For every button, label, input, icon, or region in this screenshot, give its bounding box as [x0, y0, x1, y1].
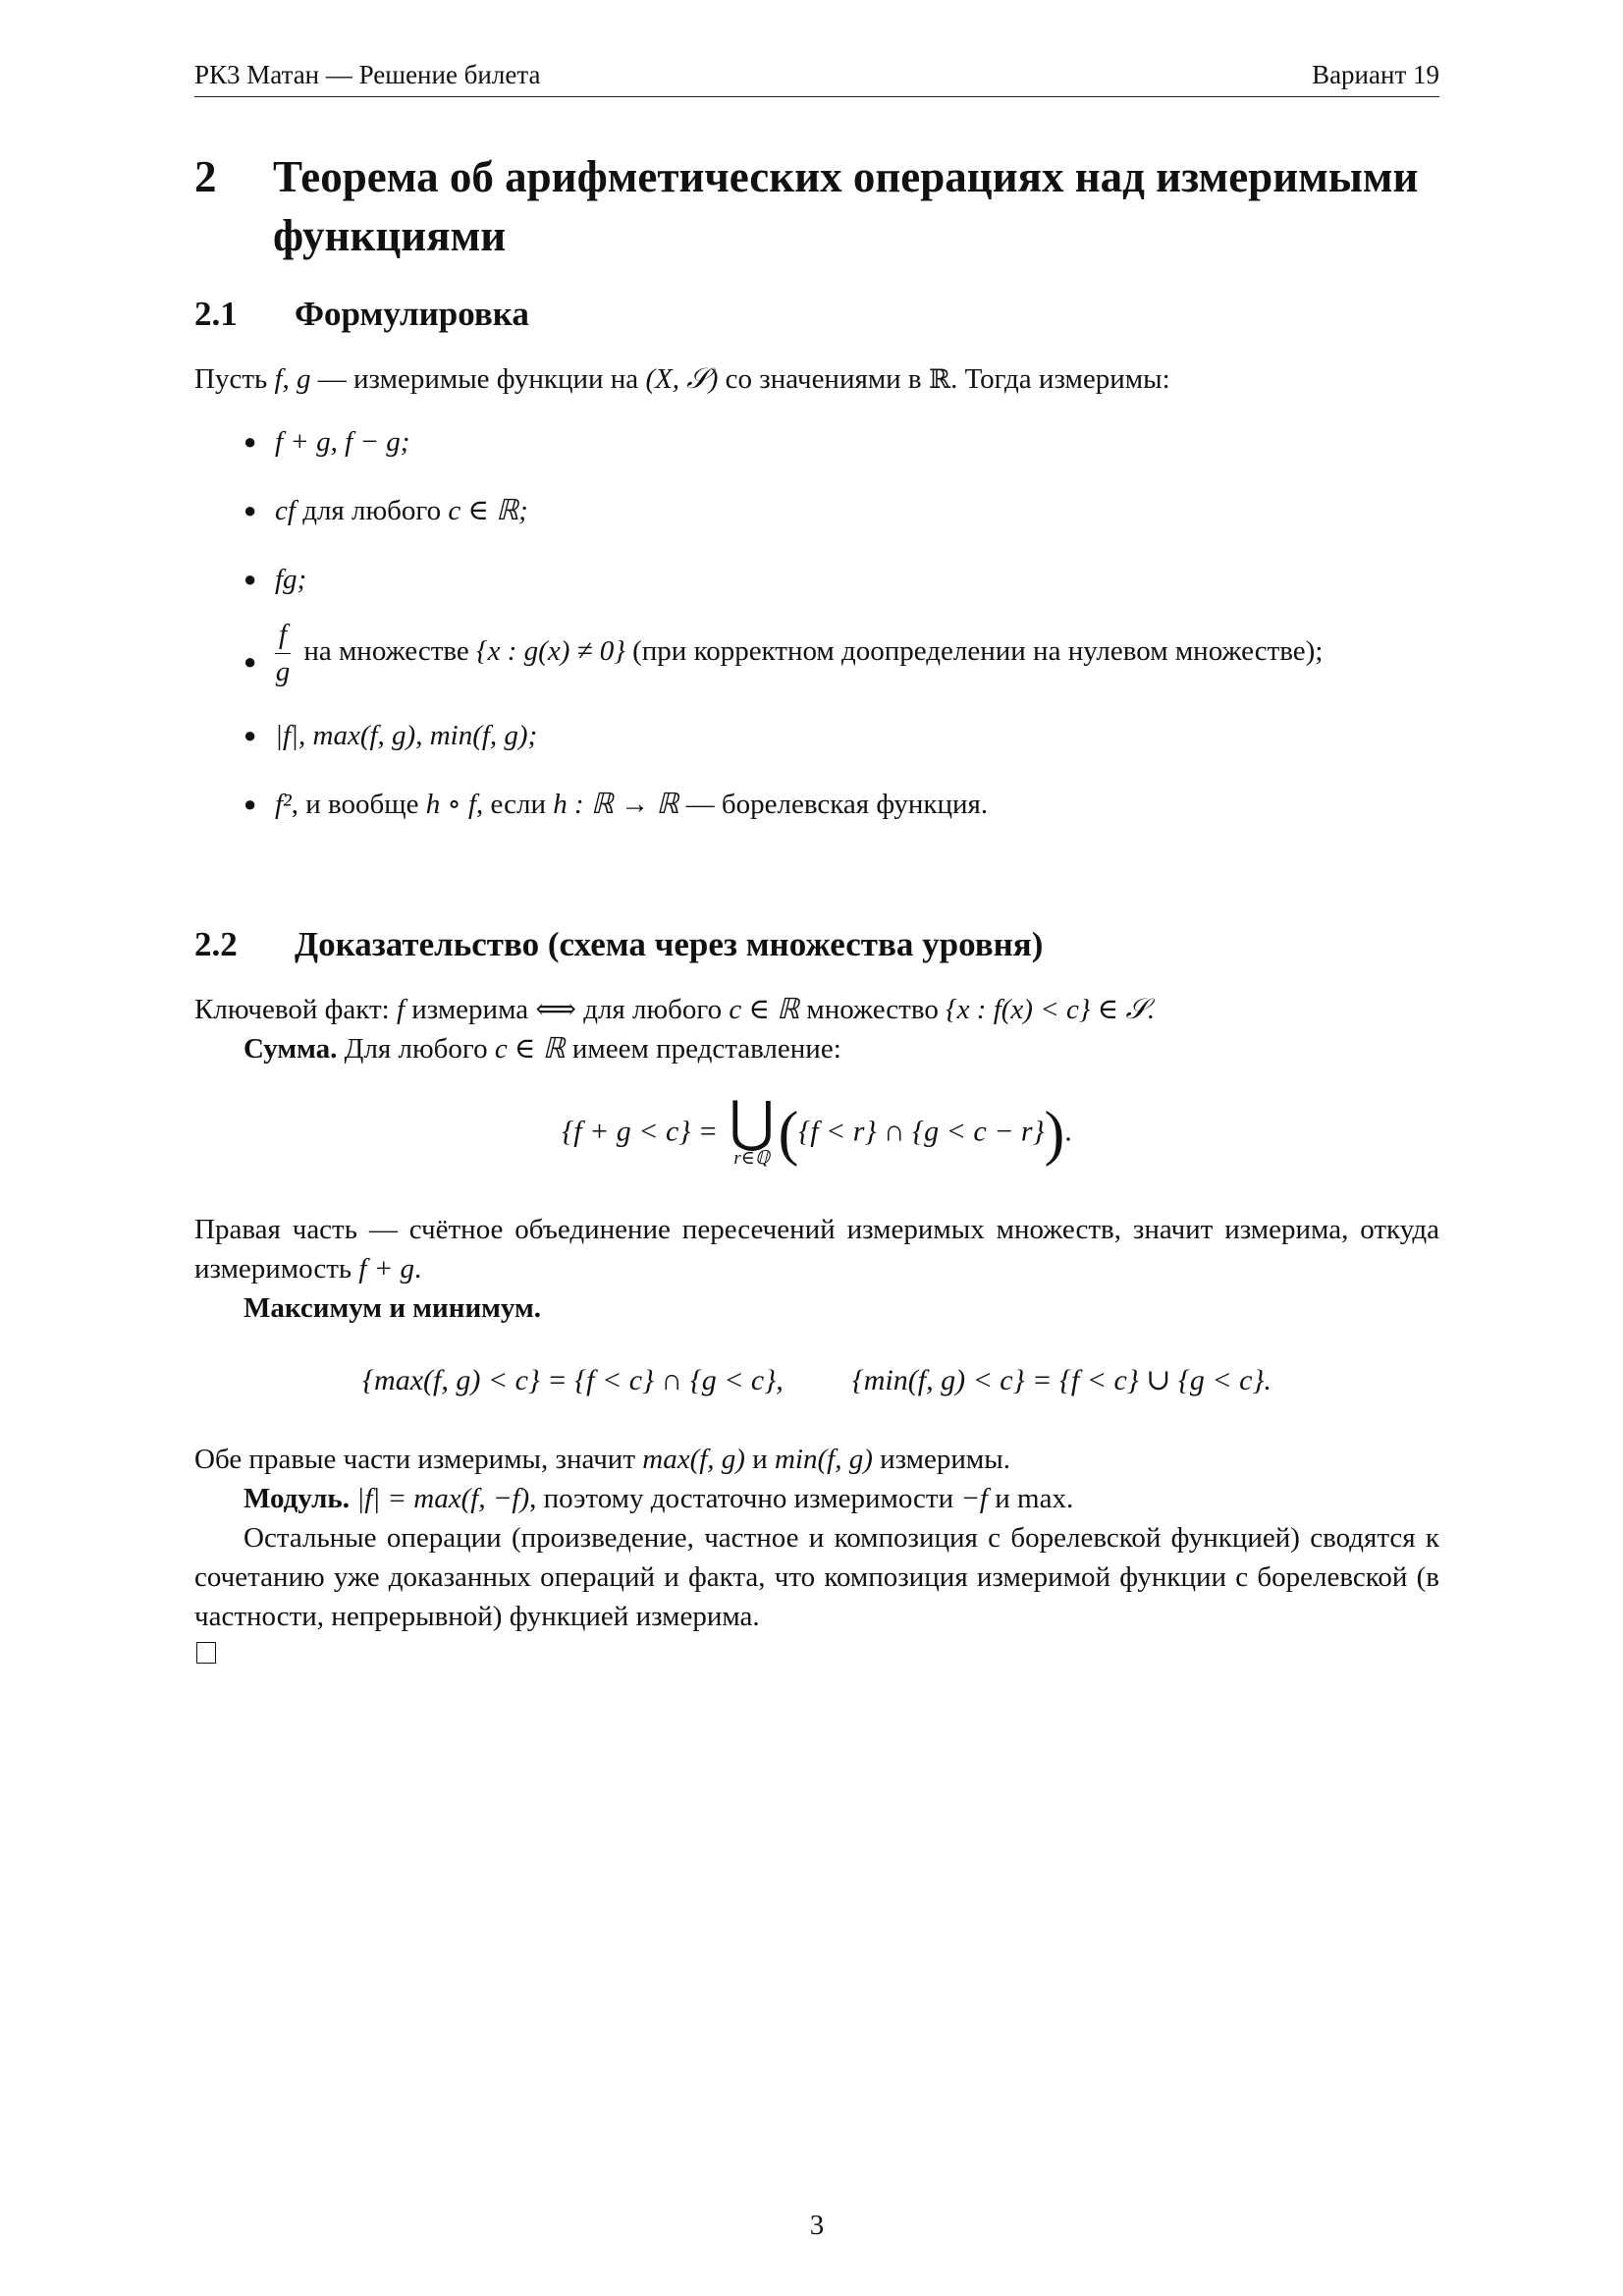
big-union: [729, 1092, 775, 1170]
math: h : ℝ → ℝ: [553, 789, 679, 820]
qed-square-icon: [196, 1642, 216, 1664]
remaining-operations-paragraph: Остальные операции (произведение, частное и композиция с борелевской функцией) сводятся к сочетанию уже доказанных операций и факта, что композиция измеримой функции с борелевской (в частности, непрерывной) функцией измерима.: [194, 1522, 1439, 1632]
math: c ∈ ℝ;: [448, 495, 528, 526]
text: .: [414, 1253, 422, 1285]
header-title: РК3 Матан — Решение билета: [194, 60, 541, 89]
union-index: r∈ℚ: [733, 1148, 770, 1169]
text: Ключевой факт:: [194, 994, 397, 1025]
numerator: f: [275, 621, 291, 654]
text: имеем представление:: [565, 1033, 841, 1065]
key-fact-paragraph: [194, 990, 1439, 1029]
min-formula: {min(f, g) < c} = {f < c} ∪ {g < c}.: [851, 1364, 1271, 1396]
header-variant: Вариант 19: [1312, 60, 1439, 89]
text: , если: [476, 789, 554, 820]
run-in-heading-sum: Сумма.: [243, 1033, 338, 1065]
math: |f|, max(f, g), min(f, g);: [275, 720, 538, 751]
math: f: [396, 994, 406, 1025]
bullet-icon: ●: [243, 723, 257, 747]
formula-end: .: [1064, 1115, 1072, 1148]
text: — измеримые функции на: [310, 363, 646, 395]
text: для любого: [295, 495, 449, 526]
list-item: [194, 491, 1439, 530]
bullet-icon: ●: [243, 498, 257, 522]
math: fg;: [275, 564, 307, 595]
sum-conclusion: [194, 1210, 1439, 1288]
text: Обе правые части измеримы, значит: [194, 1444, 643, 1475]
maxmin-heading: [194, 1288, 1439, 1328]
text: Пусть: [194, 363, 275, 395]
list-item: [194, 621, 1439, 686]
math: c ∈ ℝ: [729, 994, 800, 1025]
subsection-number: 2.2: [194, 925, 238, 963]
run-in-heading-maxmin: Максимум и минимум.: [243, 1292, 542, 1324]
section-heading: [194, 147, 1439, 265]
union-icon: ⋃: [729, 1092, 775, 1153]
subsection-heading-statement: [194, 293, 1439, 336]
math: f + g: [358, 1253, 415, 1285]
statement-intro: [194, 359, 1439, 400]
text: множество: [799, 994, 947, 1025]
bullet-icon: ●: [243, 567, 257, 591]
section-number: 2: [194, 152, 217, 201]
list-item: [194, 560, 1439, 599]
subsection-number: 2.1: [194, 295, 238, 333]
bullet-icon: ●: [243, 792, 257, 816]
text: и: [988, 1483, 1018, 1514]
denominator: g: [275, 656, 291, 687]
math: |f| = max(f, −f): [349, 1483, 530, 1514]
subsection-heading-proof: [194, 923, 1439, 966]
math: min(f, g): [774, 1444, 873, 1475]
list-item: [194, 785, 1439, 824]
max-formula: {max(f, g) < c} = {f < c} ∩ {g < c},: [362, 1364, 784, 1396]
math: f + g, f − g;: [275, 426, 410, 458]
bullet-icon: ●: [243, 649, 257, 674]
list-item: [194, 716, 1439, 755]
text: . Тогда измеримы:: [950, 363, 1170, 395]
text: , и вообще: [291, 789, 426, 820]
math: max: [1017, 1483, 1066, 1514]
math: f²: [275, 789, 292, 820]
formula-body: {f < r} ∩ {g < c − r}: [798, 1115, 1045, 1148]
math: c ∈ ℝ: [494, 1033, 566, 1065]
maxmin-formula: [194, 1363, 1439, 1397]
math: −f: [960, 1483, 988, 1514]
text: измерима: [405, 994, 536, 1025]
text: со значениями в: [718, 363, 929, 395]
text: для любого: [575, 994, 730, 1025]
text: — борелевская функция.: [678, 789, 989, 820]
math: {x : f(x) < c} ∈ 𝒮.: [946, 994, 1156, 1025]
math: cf: [275, 495, 296, 526]
math-reals: ℝ: [928, 364, 951, 395]
formula-lhs: {f + g < c} =: [562, 1115, 726, 1148]
page-number: 3: [809, 2210, 825, 2241]
math: {x : g(x) ≠ 0}: [476, 635, 625, 668]
math: max(f, g): [642, 1444, 745, 1475]
iff-symbol: ⟺: [535, 994, 576, 1025]
abs-paragraph: [194, 1479, 1439, 1518]
running-header: [194, 51, 1439, 97]
sum-formula: [194, 1092, 1439, 1170]
subsection-title: Доказательство (схема через множества уровня): [295, 925, 1044, 963]
big-paren-close: ): [1044, 1100, 1065, 1168]
text: на множестве: [297, 635, 477, 668]
math: h ∘ f: [425, 789, 477, 820]
run-in-heading-abs: Модуль.: [243, 1483, 350, 1514]
fraction-f-over-g: [275, 621, 291, 686]
big-paren-open: (: [778, 1100, 799, 1168]
math-fg: f, g: [274, 363, 311, 395]
section-title: Теорема об арифметических операциях над измеримыми функциями: [273, 152, 1419, 260]
text: .: [1065, 1483, 1074, 1514]
text: Для любого: [337, 1033, 495, 1065]
text: (при корректном доопределении на нулевом множестве);: [624, 635, 1324, 668]
list-item: [194, 422, 1439, 462]
subsection-title: Формулировка: [295, 295, 529, 333]
text: Правая часть — счётное объединение пересечений измеримых множеств, значит измерима, откуда измеримость: [194, 1214, 1439, 1285]
bullet-icon: ●: [243, 429, 257, 454]
measurable-operations-list: [194, 412, 1439, 824]
sum-paragraph: [194, 1029, 1439, 1068]
text: , поэтому достаточно измеримости: [529, 1483, 961, 1514]
maxmin-conclusion: [194, 1440, 1439, 1479]
text: измеримы.: [872, 1444, 1011, 1475]
math-measurable-space: (X, 𝒮): [645, 363, 719, 395]
text: и: [744, 1444, 775, 1475]
document-page: [194, 0, 1439, 2296]
